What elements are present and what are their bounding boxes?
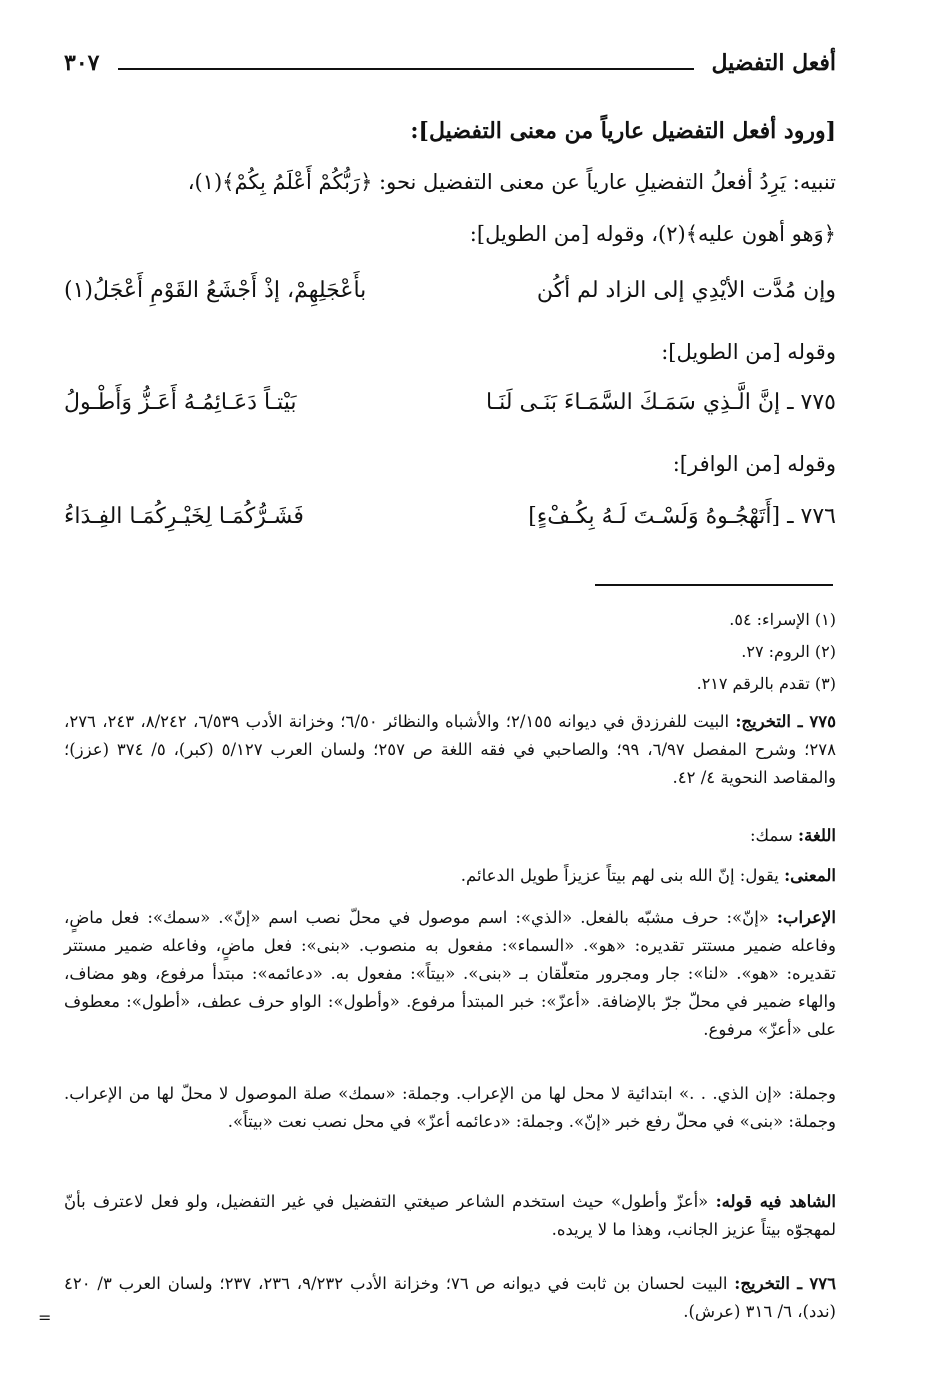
verse-first-hemistich: ٧٧٥ ـ إنَّ الَّـذِي سَمَـكَ السَّمَـاءَ بَنَـى لَنَـا [486,390,836,415]
verse-second-hemistich: فَشَـرُّكُمَـا لِخَيْـرِكُمَـا الفِـدَاءُ [64,504,304,529]
verse-intro: وقوله [من الطويل]: [661,340,836,364]
takhrij-text: البيت للفرزدق في ديوانه ٢/١٥٥؛ والأشباه والنظائر ٦/٥٠؛ وخزانة الأدب ٦/٥٣٩، ٨/٢٤٢، ٢٤٣، ٢٧٦، ٢٧٨؛ وشرح المفصل ٦/٩٧، ٩٩؛ والصاحبي في فقه اللغة ص ٢٥٧؛ ولسان العرب ٥/١٢٧ (كبر)، ٥/ ٣٧٤ (عزز)؛ والمقاصد النحوية ٤/ ٤٢. [64,712,836,787]
maana [64,862,836,890]
shahid-label: الشاهد فيه قوله: [715,1192,836,1211]
shahid-text: «أعزّ وأطول» حيث استخدم الشاعر صيغتي التفضيل في غير التفضيل، ولو فعل لاعترف بأنّ لمهجوّه بيتاً عزيز الجانب، وهذا ما لا يريده. [64,1192,836,1239]
header-rule [118,68,694,70]
footnote-separator [595,584,833,586]
takhrij-label: ٧٧٦ ـ التخريج: [734,1274,836,1293]
verse-intro: وقوله [من الوافر]: [672,452,836,476]
lugha [64,822,836,850]
verse-first-hemistich: وإن مُدَّت الأيْدِي إلى الزاد لم أكُن [536,278,836,303]
takhrij-text: البيت لحسان بن ثابت في ديوانه ص ٧٦؛ وخزانة الأدب ٩/٢٣٢، ٢٣٦، ٢٣٧؛ ولسان العرب ٣/ ٤٢٠ (ندد)، ٦/ ٣١٦ (عرش). [64,1274,836,1321]
verse-second-hemistich: بَيْتـاً دَعَـائِمُـهُ أَعَـزُّ وَأَطْـولُ [64,390,297,415]
footnote-2: (٢) الروم: ٢٧. [741,642,836,661]
irab-label: الإعراب: [776,908,836,927]
page-number: ٣٠٧ [64,50,100,76]
verse-775 [64,390,836,434]
footnote-1: (١) الإسراء: ٥٤. [729,610,836,629]
maana-text: يقول: إنّ الله بنى لهم بيتاً عزيزاً طويل الدعائم. [460,866,785,885]
footnote-3: (٣) تقدم بالرقم ٢١٧. [696,674,836,693]
shahid [64,1188,836,1244]
verse-776 [64,504,836,548]
margin-mark: = [38,1308,52,1327]
irab-text: «إنّ»: حرف مشبّه بالفعل. «الذي»: اسم موصول في محلّ نصب اسم «إنّ». «سمك»: فعل ماضٍ، وفاعله ضمير مستتر تقديره: «هو». «السماء»: مفعول به منصوب. «بنى»: فعل ماضٍ، وفاعله ضمير مستتر تقديره: «هو». «لنا»: جار ومجرور متعلّقان بـ «بنى». «بيتاً»: مفعول به. «دعائمه»: مبتدأ مرفوع، وهو مضاف، والهاء ضمير في محلّ جرّ بالإضافة. «أعزّ»: خبر المبتدأ مرفوع. «وأطول»: الواو حرف عطف، «أطول»: معطوف على «أعزّ» مرفوع. [64,908,836,1039]
note-line-1: تنبيه: يَرِدُ أفعلُ التفضيلِ عارياً عن معنى التفضيل نحو: ﴿رَبُّكُمْ أَعْلَمُ بِكُمْ﴾(١)، [187,170,836,194]
note-line-2: ﴿وَهو أهون عليه﴾(٢)، وقوله [من الطويل]: [469,222,836,246]
verse-second-hemistich: بأَعْجَلِهِمْ، إذْ أَجْشَعُ القَوْمِ أَعْجَلُ(١) [64,278,367,303]
takhrij-775 [64,708,836,792]
section-heading: [ورود أفعل التفضيل عارياً من معنى التفضيل]: [410,118,836,144]
takhrij-label: ٧٧٥ ـ التخريج: [735,712,836,731]
lugha-text: سمك: [749,826,799,845]
chapter-title: أفعل التفضيل [711,50,836,76]
running-header [64,50,836,86]
verse-first-hemistich: ٧٧٦ ـ [أَتَهْجُـوهُ وَلَسْـتَ لَـهُ بِكُـفْءٍ] [528,504,836,529]
lugha-label: اللغة: [798,826,836,845]
verse-1 [64,278,836,322]
maana-label: المعنى: [784,866,836,885]
takhrij-776 [64,1270,836,1326]
irab [64,904,836,1044]
jumla: وجملة: «إن الذي. . .» ابتدائية لا محل لها من الإعراب. وجملة: «سمك» صلة الموصول لا محلّ لها من الإعراب. وجملة: «بنى» في محلّ رفع خبر «إنّ». وجملة: «دعائمه أعزّ» في محل نصب نعت «بيتاً». [64,1084,836,1131]
